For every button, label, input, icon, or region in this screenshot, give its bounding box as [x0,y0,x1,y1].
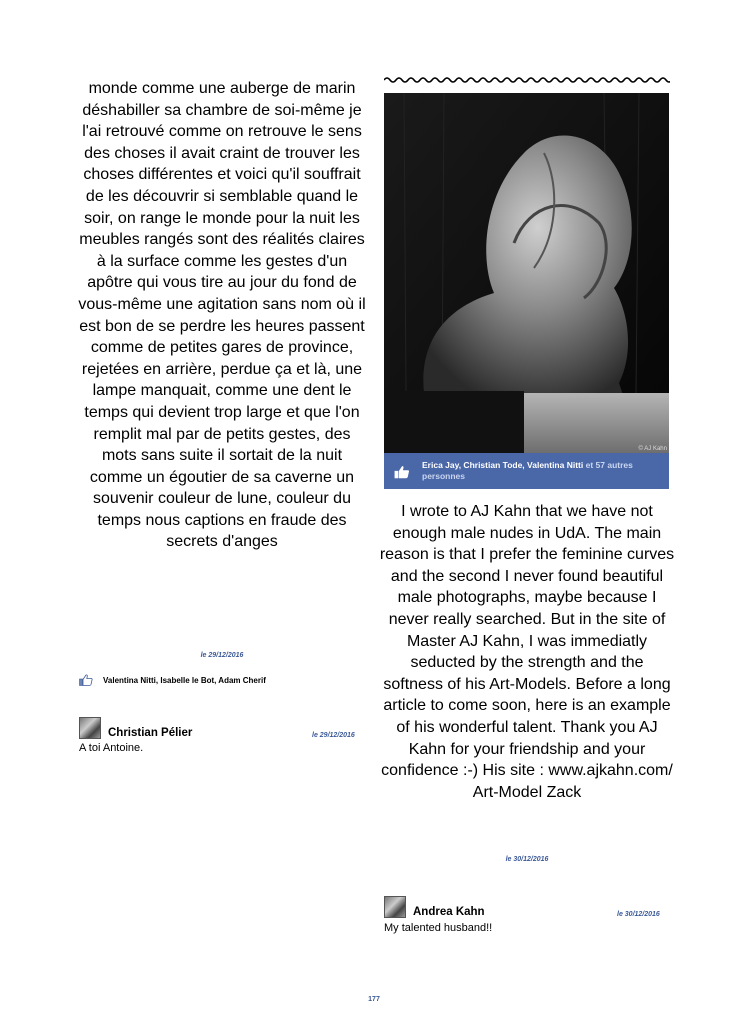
thumbs-up-icon [394,465,408,477]
comment-author[interactable]: Christian Pélier [108,727,193,739]
art-photo[interactable] [384,93,669,453]
likes-bar-names[interactable]: Erica Jay, Christian Tode, Valentina Nitti [422,460,584,470]
comment-author[interactable]: Andrea Kahn [413,906,485,918]
comment-header-christian [79,717,192,739]
article-date: le 30/12/2016 [505,856,549,863]
article-text: I wrote to AJ Kahn that we have not enough male nudes in UdA. The main reason is that I prefer the feminine curves and the second I never found beautiful male photographs, maybe because I never really searched. But in the site of Master AJ Kahn, I was immediatly seducted by the strength and the softness of his Art-Models. Before a long article to come soon, here is an example of his wonderful talent. Thank you AJ Kahn for your friendship and your confidence :-) His site : www.ajkahn.com/ Art-Model Zack [379,503,675,801]
comment-header-andrea [384,896,485,918]
avatar[interactable] [384,896,406,918]
comment-text: My talented husband!! [384,922,493,934]
likes-bar-text [422,460,663,482]
photo-credit: © AJ Kahn [638,446,667,452]
comment-text: A toi Antoine. [79,742,144,754]
photo-figure [384,93,669,453]
comment-date: le 29/12/2016 [312,732,355,739]
wavy-divider [384,74,670,86]
poem-likes [79,673,379,687]
comment-date: le 30/12/2016 [617,911,660,918]
avatar[interactable] [79,717,101,739]
page-number: 177 [368,996,380,1003]
poem-text: monde comme une auberge de marin déshabiller sa chambre de soi-même je l'ai retrouvé comme on retrouve le sens des choses il avait craint de trouver les choses différentes et voici qu'il souffrait de les découvrir si semblable quand le soir, on range le monde pour la nuit les meubles rangés sont des réalités claires à la surface comme les gestes d'un apôtre qui vous tire au jour du fond de vous-même une agitation sans nom où il est bon de se perdre les heures passent comme de petites gares de province, rejetées en arrière, perdue ça et là, une lampe manquait, comme une dent le temps qui devient trop large et que l'on remplit mal par de petits gestes, des mots sans suite il sortait de la nuit comme un égoutier de sa caverne un souvenir couleur de lune, couleur du temps nous captions en fraude des secrets d'anges [78,80,366,551]
thumbs-up-icon [79,674,93,686]
poem-date: le 29/12/2016 [200,652,244,659]
facebook-likes-bar[interactable] [384,453,669,489]
likes-bar-others[interactable]: et 57 autres personnes [422,460,633,481]
poem-likes-names: Valentina Nitti, Isabelle le Bot, Adam Cherif [103,675,266,685]
